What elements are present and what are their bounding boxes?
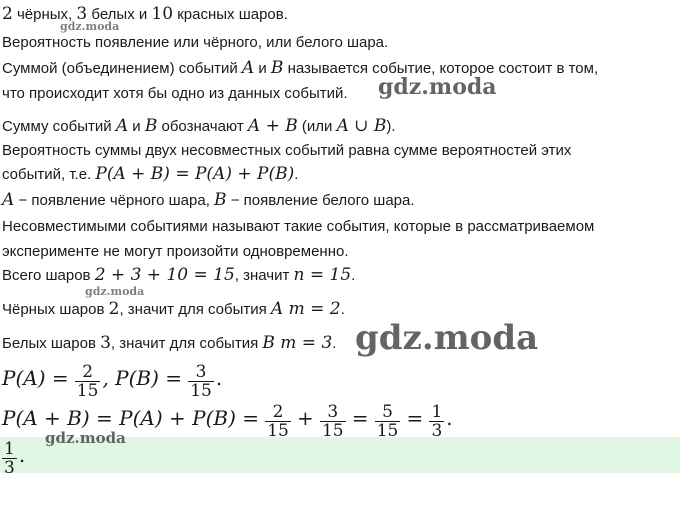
fraction-5-15: $\frac{5}{15}$: [376, 401, 399, 441]
watermark: gdz.moda: [378, 74, 497, 100]
line-sum-rule: Вероятность суммы двух несовместных событий равна сумме вероятностей этих: [2, 142, 572, 159]
line-probability-question: Вероятность появление или чёрного, или белого шара.: [2, 34, 389, 51]
line-black-balls: Чёрных шаров 2, значит для события A m = 2.: [2, 299, 345, 319]
line-sum-definition: Суммой (объединением) событий A и B называется событие, которое состоит в том,: [2, 58, 599, 78]
watermark: gdz.moda: [45, 429, 126, 447]
line-sum-definition-cont: что происходит хотя бы одно из данных событий.: [2, 85, 348, 102]
fraction-2-15-b: $\frac{2}{15}$: [267, 401, 289, 441]
line-sum-calculation: P(A + B) = P(A) + P(B) = $\frac{2}{15}$ + $\frac{3}{15}$ = $\frac{5}{15}$ = $\frac{1}{3}$ .: [2, 401, 453, 441]
watermark: gdz.moda: [60, 20, 120, 33]
line-probabilities: P(A) = $\frac{2}{15}$ , P(B) = $\frac{3}{15}$ .: [2, 361, 223, 401]
fraction-3-15-b: $\frac{3}{15}$: [321, 401, 344, 441]
line-sum-rule-formula: событий, т.е. P(A + B) = P(A) + P(B).: [2, 164, 299, 184]
line-answer: $\frac{1}{3}$ .: [4, 438, 26, 478]
line-white-balls: Белых шаров 3, значит для события B m = 3.: [2, 333, 337, 353]
fraction-3-15: $\frac{3}{15}$: [190, 361, 212, 401]
line-balls-count: 2 чёрных, 3 белых и 10 красных шаров.: [2, 4, 288, 24]
line-incompatible-def-cont: эксперименте не могут произойти одновременно.: [2, 243, 349, 260]
line-sum-notation: Сумму событий A и B обозначают A + B (или A ∪ B).: [2, 116, 396, 136]
line-incompatible-def: Несовместимыми событиями называют такие события, которые в рассматриваемом: [2, 218, 595, 235]
fraction-2-15: $\frac{2}{15}$: [76, 361, 99, 401]
watermark: gdz.moda: [85, 285, 145, 298]
line-total-balls: Всего шаров 2 + 3 + 10 = 15, значит n = 15.: [2, 265, 356, 285]
fraction-1-3: $\frac{1}{3}$: [431, 401, 443, 441]
fraction-answer: $\frac{1}{3}$: [4, 438, 15, 478]
watermark: gdz.moda: [355, 318, 539, 358]
line-events-def: A − появление чёрного шара, B − появление белого шара.: [2, 190, 415, 210]
